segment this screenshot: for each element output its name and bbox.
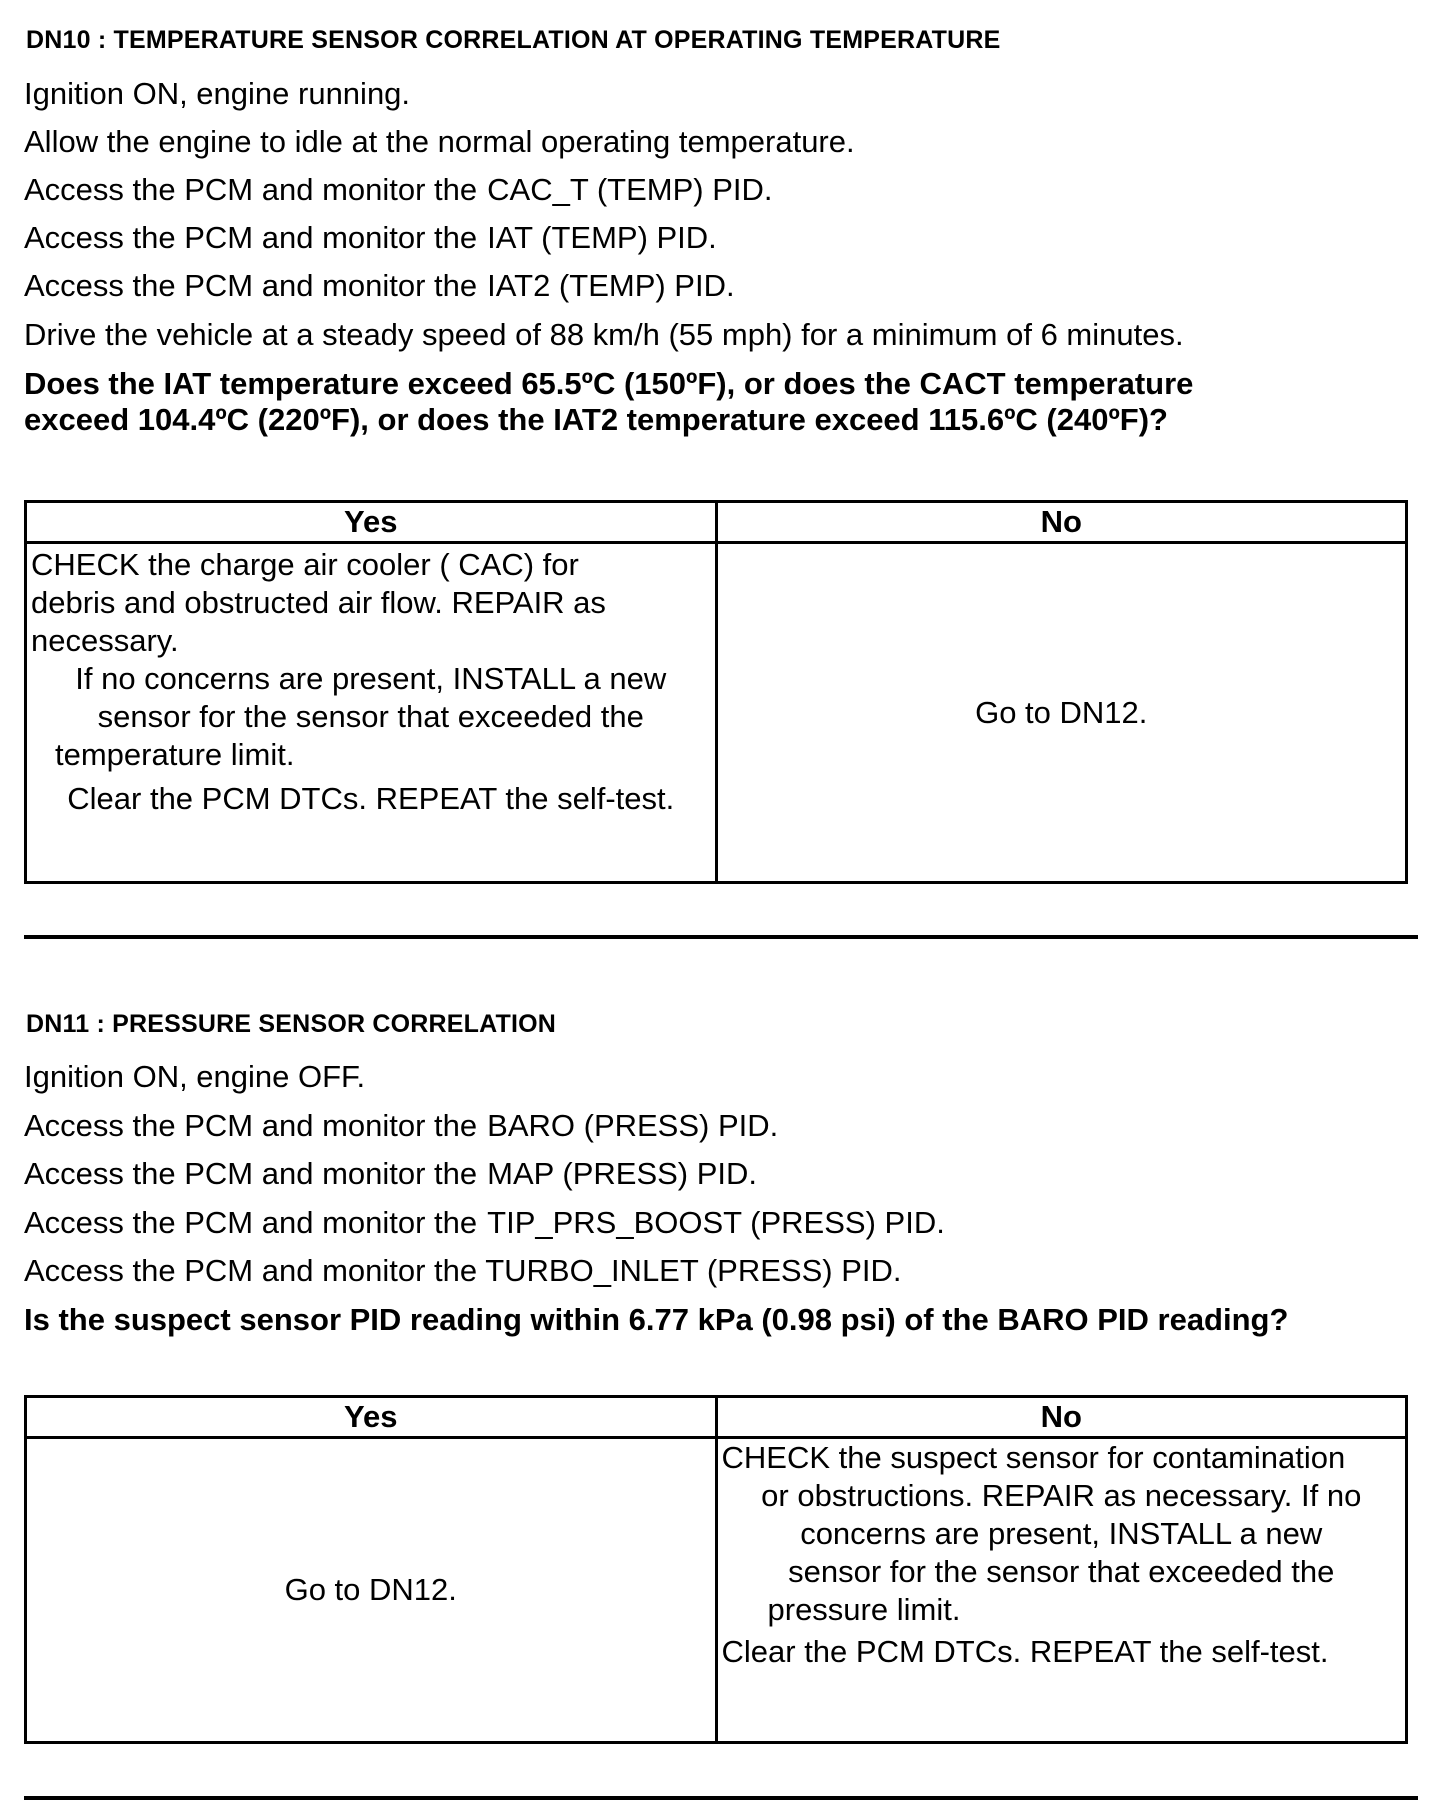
dn10-step-3-text: Access the PCM and monitor the xyxy=(24,172,478,207)
dn10-title: DN10 : TEMPERATURE SENSOR CORRELATION AT OPERATING TEMPERATURE xyxy=(26,26,1001,54)
dn11-no-line-4: sensor for the sensor that exceeded the xyxy=(788,1554,1335,1589)
dn10-yes-line-1: CHECK the charge air cooler ( CAC) for xyxy=(31,547,579,582)
dn11-no-line-6: Clear the PCM DTCs. REPEAT the self-test. xyxy=(721,1634,1329,1669)
dn10-step-3 xyxy=(24,172,773,208)
dn10-divider xyxy=(24,935,1418,939)
dn11-question xyxy=(24,1302,1288,1338)
dn10-question-line-2: exceed 104.4ºC (220ºF), or does the IAT2 temperature exceed 115.6ºC (240ºF)? xyxy=(24,402,1168,437)
dn10-yes-cell xyxy=(26,543,717,883)
dn11-step-2 xyxy=(24,1108,778,1144)
dn11-step-2-text: Access the PCM and monitor the xyxy=(24,1108,478,1143)
dn11-no-line-3: concerns are present, INSTALL a new xyxy=(800,1516,1323,1551)
dn11-no-line-5: pressure limit. xyxy=(767,1592,961,1627)
dn11-no-line-1: CHECK the suspect sensor for contamination xyxy=(721,1440,1346,1475)
dn11-answer-table xyxy=(24,1395,1408,1744)
dn10-step-2: Allow the engine to idle at the normal operating temperature. xyxy=(24,124,855,159)
dn10-question xyxy=(24,366,1193,438)
dn11-no-line-2: or obstructions. REPAIR as necessary. If no xyxy=(761,1478,1362,1513)
dn11-yes-header: Yes xyxy=(26,1397,717,1438)
dn10-yes-line-2: debris and obstructed air flow. REPAIR as xyxy=(31,585,606,620)
dn11-yes-cell: Go to DN12. xyxy=(26,1438,717,1743)
dn10-step-4 xyxy=(24,220,717,256)
dn11-no-header: No xyxy=(716,1397,1407,1438)
dn11-step-2-pid: BARO (PRESS) PID. xyxy=(487,1108,779,1143)
dn11-step-1: Ignition ON, engine OFF. xyxy=(24,1059,366,1094)
dn10-no-cell: Go to DN12. xyxy=(716,543,1407,883)
dn10-yes-line-6: temperature limit. xyxy=(55,737,295,772)
dn10-yes-line-3: necessary. xyxy=(31,623,179,658)
dn11-step-3 xyxy=(24,1156,757,1192)
dn10-step-4-pid: IAT (TEMP) PID. xyxy=(487,220,717,255)
dn11-divider xyxy=(24,1796,1418,1800)
dn11-step-4 xyxy=(24,1205,945,1241)
dn10-step-4-text: Access the PCM and monitor the xyxy=(24,220,478,255)
dn10-yes-line-4: If no concerns are present, INSTALL a new xyxy=(75,661,667,696)
dn10-question-line-1: Does the IAT temperature exceed 65.5ºC (150ºF), or does the CACT temperature xyxy=(24,366,1194,401)
dn10-step-3-pid: CAC_T (TEMP) PID. xyxy=(487,172,773,207)
dn10-answer-table xyxy=(24,500,1408,884)
dn10-yes-line-5: sensor for the sensor that exceeded the xyxy=(97,699,644,734)
dn10-step-5-pid: IAT2 (TEMP) PID. xyxy=(487,268,735,303)
dn10-yes-line-7: Clear the PCM DTCs. REPEAT the self-test. xyxy=(67,781,675,816)
dn10-step-5 xyxy=(24,268,735,304)
dn11-no-cell xyxy=(716,1438,1407,1743)
dn11-step-4-pid: TIP_PRS_BOOST (PRESS) PID. xyxy=(487,1205,945,1240)
dn10-step-6: Drive the vehicle at a steady speed of 88 km/h (55 mph) for a minimum of 6 minutes. xyxy=(24,317,1184,352)
dn10-step-1: Ignition ON, engine running. xyxy=(24,76,411,111)
dn11-title: DN11 : PRESSURE SENSOR CORRELATION xyxy=(26,1010,557,1038)
dn10-no-header: No xyxy=(716,502,1407,543)
dn11-question-line-1: Is the suspect sensor PID reading within 6.77 kPa (0.98 psi) of the BARO PID reading? xyxy=(24,1302,1289,1337)
dn11-step-4-text: Access the PCM and monitor the xyxy=(24,1205,478,1240)
dn11-step-5: Access the PCM and monitor the TURBO_INLET (PRESS) PID. xyxy=(24,1253,902,1288)
dn10-yes-header: Yes xyxy=(26,502,717,543)
dn11-step-3-text: Access the PCM and monitor the xyxy=(24,1156,478,1191)
dn11-step-3-pid: MAP (PRESS) PID. xyxy=(487,1156,758,1191)
dn10-step-5-text: Access the PCM and monitor the xyxy=(24,268,478,303)
